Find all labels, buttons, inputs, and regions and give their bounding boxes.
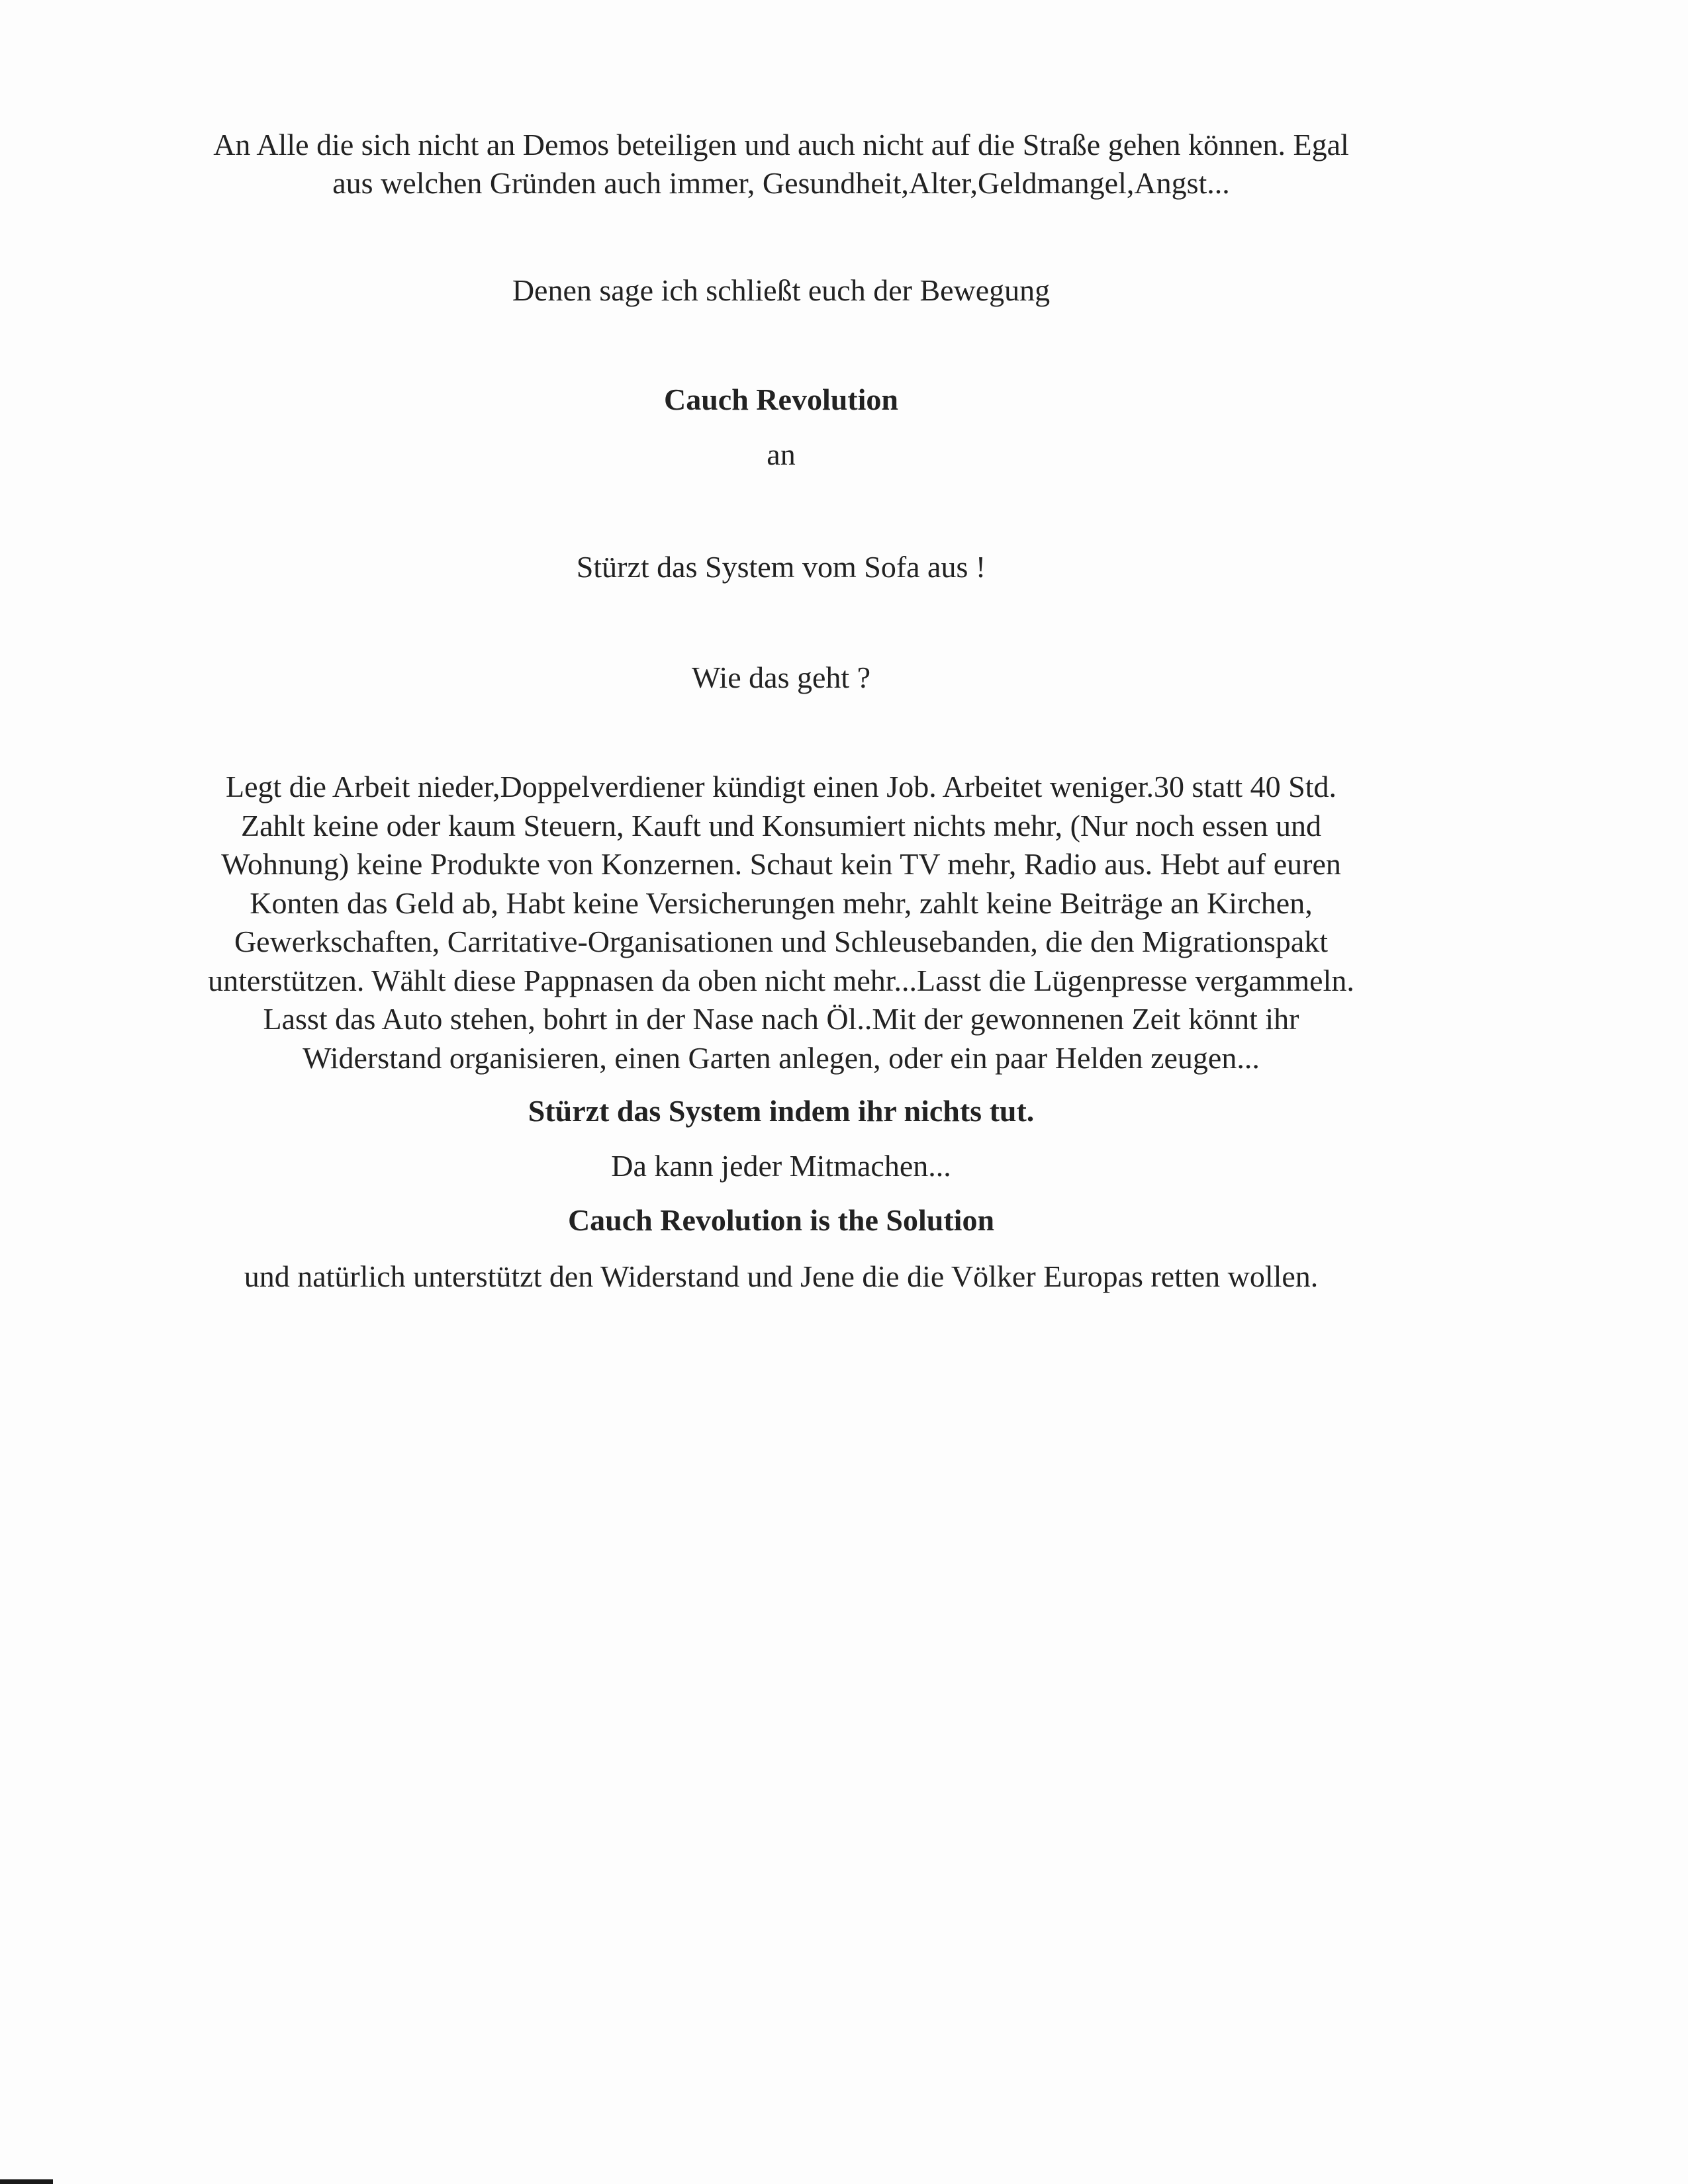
how-question: Wie das geht ? [691,660,871,694]
everyone-line: Da kann jeder Mitmachen... [611,1149,951,1183]
movement-title: Cauch Revolution [664,383,898,416]
body-paragraph: Legt die Arbeit nieder,Doppelverdiener kündigt einen Job. Arbeitet weniger.30 statt 40 Std. Zahlt keine oder kaum Steuern, Kauft und Konsumiert nichts mehr, (Nur noch essen und Wohnung) keine Produkte von Konzernen. Schaut kein TV mehr, Radio aus. Hebt auf euren Konten das Geld ab, Habt keine Versicherungen mehr, zahlt keine Beiträge an Kirchen, Gewerkschaften, Carritative-Organisationen und Schleusebanden, die den Migrationspakt unterstützen. Wählt diese Pappnasen da oben nicht mehr...Lasst die Lügenpresse vergammeln. Lasst das Auto stehen, bohrt in der Nase nach Öl..Mit der gewonnenen Zeit könnt ihr Widerstand organisieren, einen Garten anlegen, oder ein paar Helden zeugen... [208,770,1354,1075]
denen-line: Denen sage ich schließt euch der Bewegung [512,273,1051,307]
solution-title: Cauch Revolution is the Solution [567,1203,995,1237]
closing-line: und natürlich unterstützt den Widerstand und Jene die die Völker Europas retten wollen. [244,1259,1319,1293]
intro-paragraph: An Alle die sich nicht an Demos beteiligen und auch nicht auf die Straße gehen können. Egal aus welchen Gründen auch immer, Gesundheit,Alter,Geldmangel,Angst... [213,128,1349,200]
scan-edge-mark [0,2179,53,2184]
nothing-slogan: Stürzt das System indem ihr nichts tut. [528,1094,1035,1128]
an-line: an [767,437,796,471]
sofa-slogan: Stürzt das System vom Sofa aus ! [576,550,986,584]
